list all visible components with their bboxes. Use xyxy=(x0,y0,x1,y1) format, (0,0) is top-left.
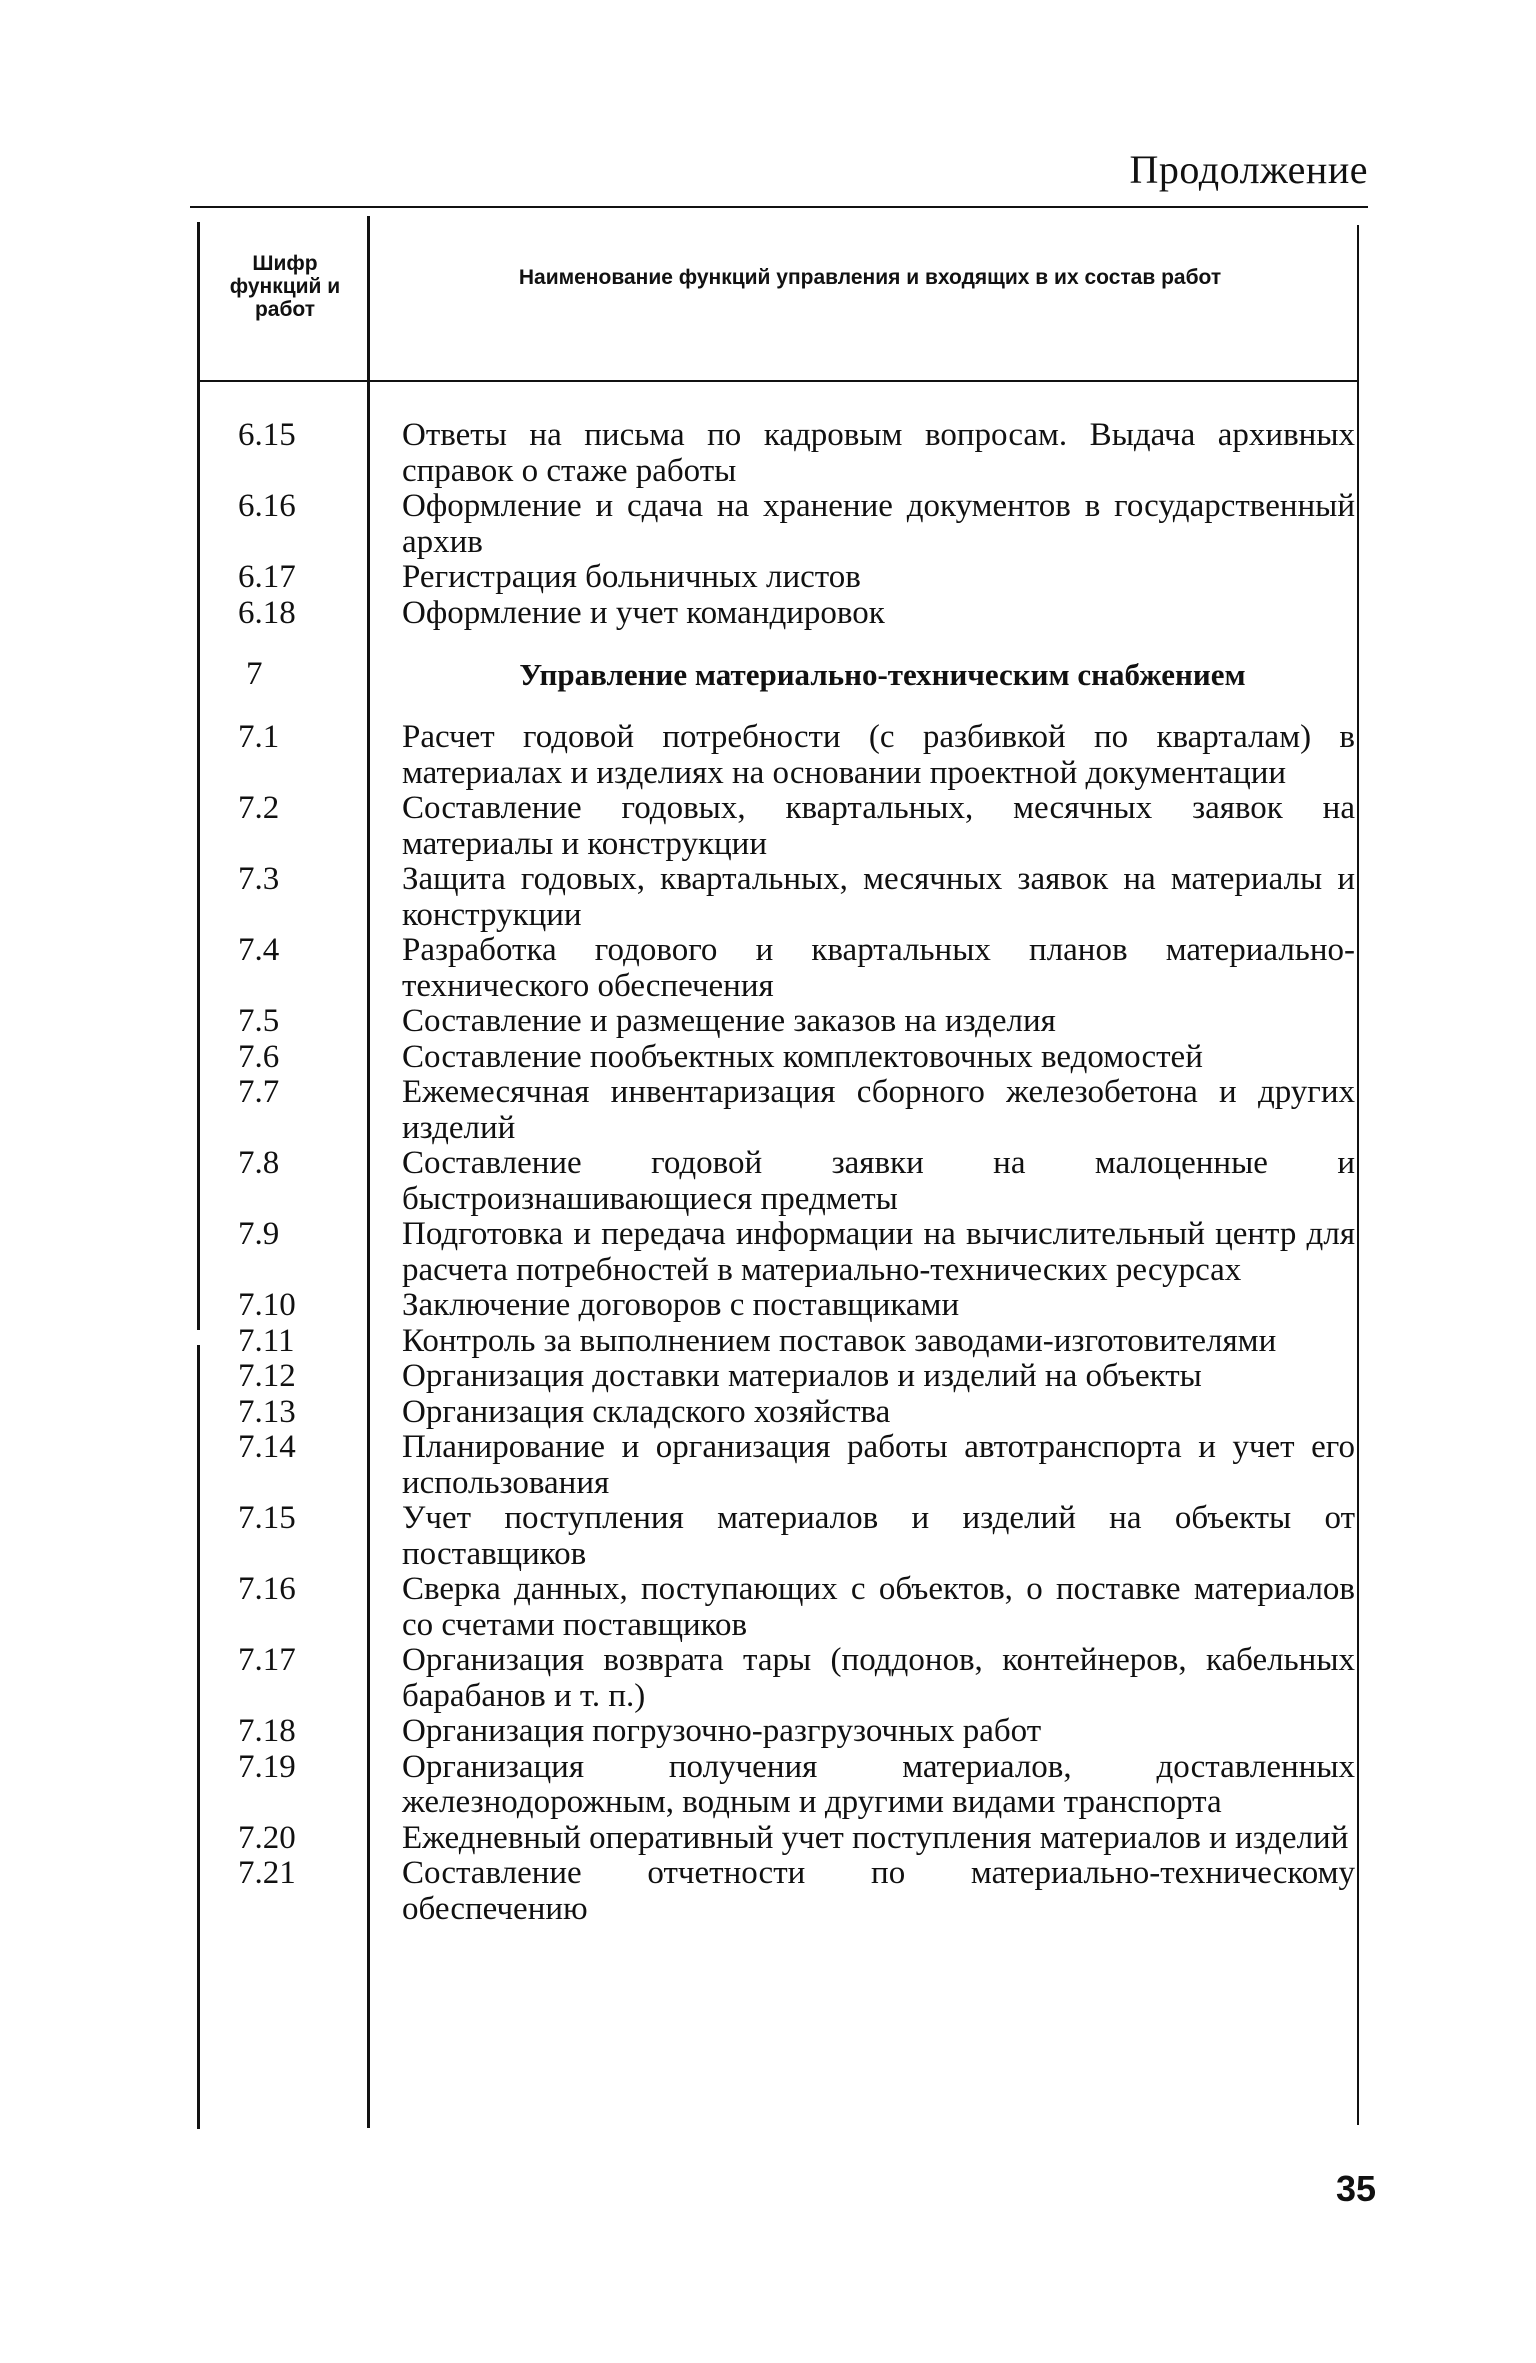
row-name: Планирование и организация работы автотранспорта и учет его использования xyxy=(402,1429,1355,1501)
table-row xyxy=(200,1004,1355,1040)
row-name: Составление и размещение заказов на изделия xyxy=(402,1003,1056,1039)
row-name: Расчет годовой потребности (с разбивкой по кварталам) в материалах и изделиях на основании проектной документации xyxy=(402,719,1355,791)
row-code: 7.2 xyxy=(238,790,280,826)
column-header-name: Наименование функций управления и входящих в их состав работ xyxy=(518,266,1222,289)
row-name: Составление годовых, квартальных, месячных заявок на материалы и конструкции xyxy=(402,790,1355,862)
table-row xyxy=(200,596,1355,632)
table-row xyxy=(200,489,1355,560)
table-row xyxy=(200,720,1355,791)
continuation-label: Продолжение xyxy=(1129,147,1368,192)
row-code: 7.6 xyxy=(238,1038,280,1075)
row-code: 6.18 xyxy=(238,594,296,631)
table-row xyxy=(200,1324,1355,1360)
row-code: 6.17 xyxy=(238,559,296,595)
row-name: Сверка данных, поступающих с объектов, о поставке материалов со счетами поставщиков xyxy=(402,1571,1355,1643)
row-code: 7.5 xyxy=(238,1003,280,1039)
table-row xyxy=(200,1359,1355,1395)
row-name: Ответы на письма по кадровым вопросам. Выдача архивных справок о стаже работы xyxy=(402,417,1355,489)
row-name: Учет поступления материалов и изделий на объекты от поставщиков xyxy=(402,1500,1355,1572)
row-name: Подготовка и передача информации на вычислительный центр для расчета потребностей в материально-технических ресурсах xyxy=(402,1216,1355,1288)
table-right-border xyxy=(1357,225,1359,2125)
rows-group-7 xyxy=(200,720,1355,1927)
row-name: Заключение договоров с поставщиками xyxy=(402,1287,960,1323)
row-name: Составление годовой заявки на малоценные и быстроизнашивающиеся предметы xyxy=(402,1145,1355,1217)
row-code: 7.19 xyxy=(238,1748,296,1785)
table-row xyxy=(200,1643,1355,1714)
row-name: Контроль за выполнением поставок заводами-изготовителями xyxy=(402,1322,1277,1359)
page-number: 35 xyxy=(1335,2168,1376,2209)
table-row xyxy=(200,791,1355,862)
rows-group-6 xyxy=(200,418,1355,631)
row-code: 6.15 xyxy=(238,417,296,453)
table-row xyxy=(200,1714,1355,1750)
row-name: Организация получения материалов, доставленных железнодорожным, водным и другими видами транспорта xyxy=(402,1748,1355,1820)
section-code: 7 xyxy=(246,656,263,692)
row-name: Организация доставки материалов и изделий на объекты xyxy=(402,1358,1202,1394)
row-code: 7.7 xyxy=(238,1074,280,1110)
table-row xyxy=(200,1856,1355,1927)
row-name: Составление отчетности по материально-техническому обеспечению xyxy=(402,1855,1355,1927)
table-row xyxy=(200,1217,1355,1288)
row-code: 7.21 xyxy=(238,1855,296,1891)
row-code: 7.16 xyxy=(238,1571,296,1607)
table-row xyxy=(200,1501,1355,1572)
row-name: Разработка годового и квартальных планов материально-технического обеспечения xyxy=(402,932,1355,1004)
row-code: 7.11 xyxy=(238,1322,295,1359)
table-row xyxy=(200,418,1355,489)
row-code: 7.18 xyxy=(238,1713,296,1749)
table-row xyxy=(200,1821,1355,1857)
row-name: Организация погрузочно-разгрузочных работ xyxy=(402,1713,1042,1749)
row-name: Ежемесячная инвентаризация сборного железобетона и других изделий xyxy=(402,1074,1355,1146)
table-row xyxy=(200,933,1355,1004)
row-code: 7.14 xyxy=(238,1429,296,1465)
row-code: 7.10 xyxy=(238,1287,296,1323)
row-code: 7.13 xyxy=(238,1393,296,1430)
column-header-code: Шифр функций и работ xyxy=(229,252,341,321)
row-name: Ежедневный оперативный учет поступления материалов и изделий xyxy=(402,1819,1349,1856)
row-code: 7.9 xyxy=(238,1216,280,1252)
table-row xyxy=(200,1572,1355,1643)
row-name: Защита годовых, квартальных, месячных заявок на материалы и конструкции xyxy=(402,861,1355,933)
section-row xyxy=(200,657,1355,692)
table-row xyxy=(200,560,1355,596)
row-name: Составление пообъектных комплектовочных ведомостей xyxy=(402,1038,1203,1075)
table-row xyxy=(200,1075,1355,1146)
row-code: 7.8 xyxy=(238,1145,280,1181)
table-row xyxy=(200,862,1355,933)
table-row xyxy=(200,1750,1355,1821)
section-title: Управление материально-техническим снабжением xyxy=(519,657,1246,692)
row-code: 7.20 xyxy=(238,1819,296,1856)
row-code: 7.15 xyxy=(238,1500,296,1536)
top-rule xyxy=(190,206,1368,208)
row-code: 7.1 xyxy=(238,719,280,755)
row-name: Регистрация больничных листов xyxy=(402,559,861,595)
row-code: 7.17 xyxy=(238,1642,296,1678)
table-row xyxy=(200,1430,1355,1501)
row-name: Оформление и учет командировок xyxy=(402,594,885,631)
row-code: 7.4 xyxy=(238,932,280,968)
table-row xyxy=(200,1395,1355,1431)
table-row xyxy=(200,1146,1355,1217)
row-code: 7.3 xyxy=(238,861,280,897)
table-row xyxy=(200,1040,1355,1076)
row-code: 6.16 xyxy=(238,488,296,524)
table-body xyxy=(200,418,1355,1927)
row-name: Организация складского хозяйства xyxy=(402,1393,891,1430)
row-name: Организация возврата тары (поддонов, контейнеров, кабельных барабанов и т. п.) xyxy=(402,1642,1355,1714)
row-name: Оформление и сдача на хранение документов в государственный архив xyxy=(402,488,1355,560)
row-code: 7.12 xyxy=(238,1358,296,1394)
header-rule xyxy=(197,380,1359,382)
table-row xyxy=(200,1288,1355,1324)
